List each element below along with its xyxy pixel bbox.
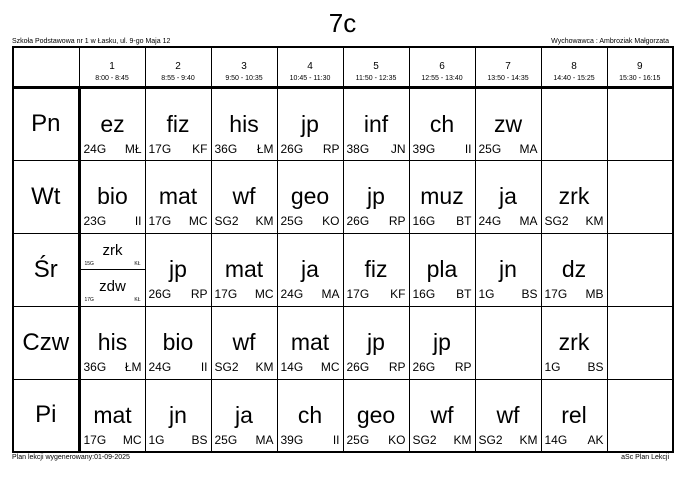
lesson-cell[interactable] [409,379,475,452]
period-header [211,47,277,87]
lesson-subject: wf [232,182,256,209]
lesson-teacher: MB [585,286,604,301]
lesson-cell[interactable] [79,160,145,233]
lesson-teacher: ŁM [256,141,274,156]
lesson-teacher: RP [190,286,208,301]
lesson-room: 26G [346,213,370,228]
period-header [475,47,541,87]
lesson-room: 24G [83,141,107,156]
lesson-room: 39G [412,141,436,156]
lesson-room: 16G [412,213,436,228]
lesson-teacher: RP [454,359,472,374]
lesson-teacher: ŁM [124,359,142,374]
lesson-subject: his [229,110,259,137]
lesson-cell[interactable] [211,160,277,233]
lesson-subject: inf [363,110,389,137]
period-header [541,47,607,87]
day-label: Pi [13,379,79,452]
day-label: Wt [13,160,79,233]
lesson-subject: zrk [558,328,590,355]
period-number: 2 [175,61,181,72]
lesson-subject: zw [493,110,523,137]
lesson-teacher: MA [321,286,340,301]
lesson-teacher: KŁ [134,260,141,267]
lesson-subject: jp [169,255,187,282]
lesson-subject: ch [297,401,323,428]
lesson-room: 17G [346,286,370,301]
lesson-teacher: KO [388,432,406,447]
lesson-teacher: KO [322,213,340,228]
lesson-subject: fiz [166,110,190,137]
lesson-teacher: BS [191,432,208,447]
period-number: 8 [571,61,577,72]
lesson-cell[interactable] [79,379,145,452]
period-header-row [13,47,673,87]
lesson-cell[interactable] [343,87,409,160]
lesson-cell[interactable] [211,87,277,160]
empty-slot [607,306,673,379]
lesson-room: 26G [346,359,370,374]
lesson-subject: pla [426,255,458,282]
empty-slot [607,160,673,233]
lesson-subject: wf [430,401,454,428]
lesson-room: 25G [478,141,502,156]
period-number: 5 [373,61,379,72]
lesson-room: 24G [478,213,502,228]
lesson-room: 24G [148,359,172,374]
lesson-cell[interactable] [475,87,541,160]
lesson-cell[interactable] [211,233,277,306]
lesson-teacher: BT [456,213,472,228]
period-header [607,47,673,87]
period-number: 3 [241,61,247,72]
lesson-subject: zdw [99,277,126,295]
lesson-cell[interactable] [277,87,343,160]
lesson-room: 14G [544,432,568,447]
lesson-subject: wf [496,401,520,428]
lesson-cell[interactable] [541,233,607,306]
school-name: Szkoła Podstawowa nr 1 w Łasku, ul. 9-go Maja 12 [12,38,171,45]
lesson-cell[interactable] [541,379,607,452]
lesson-subject: bio [97,182,128,209]
lesson-cell[interactable] [475,379,541,452]
lesson-subject: geo [356,401,396,428]
period-time: 14:40 - 15:25 [553,75,595,82]
lesson-room: 23G [83,213,107,228]
generated-date: Plan lekcji wygenerowany:01-09-2025 [12,454,130,461]
period-time: 8:00 - 8:45 [95,75,129,82]
lesson-teacher: MA [519,213,538,228]
period-header [409,47,475,87]
period-time: 15:30 - 16:15 [619,75,661,82]
lesson-room: 1G [148,432,165,447]
period-number: 1 [109,61,115,72]
period-time: 9:50 - 10:35 [225,75,263,82]
lesson-teacher: II [464,141,472,156]
lesson-cell[interactable] [79,306,145,379]
period-number: 6 [439,61,445,72]
lesson-room: SG2 [544,213,569,228]
day-row [13,87,673,160]
lesson-teacher: BS [587,359,604,374]
lesson-teacher: II [200,359,208,374]
lesson-teacher: KM [519,432,538,447]
lesson-teacher: MA [519,141,538,156]
lesson-cell[interactable] [277,306,343,379]
lesson-teacher: KF [390,286,406,301]
lesson-room: 17G [544,286,568,301]
lesson-teacher: II [134,213,142,228]
period-time: 13:50 - 14:35 [487,75,529,82]
lesson-teacher: MC [254,286,274,301]
corner-cell [13,47,79,87]
lesson-cell[interactable] [409,87,475,160]
day-row [13,306,673,379]
lesson-room: 14G [280,359,304,374]
lesson-subject: dz [561,255,587,282]
software-name: aSc Plan Lekcji [621,454,669,461]
lesson-teacher: MA [255,432,274,447]
lesson-teacher: BS [521,286,538,301]
lesson-teacher: KM [255,213,274,228]
lesson-room: 24G [280,286,304,301]
lesson-teacher: II [332,432,340,447]
lesson-room: 25G [214,432,238,447]
lesson-teacher: KM [453,432,472,447]
lesson-cell[interactable] [145,233,211,306]
lesson-subject: wf [232,328,256,355]
lesson-cell[interactable] [475,160,541,233]
lesson-room: SG2 [214,359,239,374]
group-lesson[interactable] [81,270,145,306]
empty-slot [607,233,673,306]
lesson-room: SG2 [214,213,239,228]
day-row [13,379,673,452]
day-row [13,160,673,233]
lesson-subject: jp [367,182,385,209]
lesson-cell[interactable] [343,379,409,452]
lesson-cell[interactable] [409,160,475,233]
timetable-grid [12,46,674,453]
lesson-subject: jp [301,110,319,137]
lesson-teacher: BT [456,286,472,301]
lesson-cell[interactable] [343,306,409,379]
lesson-room: 26G [280,141,304,156]
lesson-room: 15G [84,260,94,267]
lesson-subject: jn [499,255,517,282]
lesson-teacher: JN [390,141,406,156]
period-number: 4 [307,61,313,72]
lesson-room: 1G [478,286,495,301]
lesson-cell[interactable] [343,233,409,306]
lesson-room: 36G [83,359,107,374]
lesson-subject: ja [301,255,319,282]
period-time: 12:55 - 13:40 [421,75,463,82]
homeroom-teacher: Wychowawca : Ambroziak Małgorzata [551,38,669,45]
lesson-cell[interactable] [145,379,211,452]
lesson-room: 26G [412,359,436,374]
lesson-teacher: MC [320,359,340,374]
period-header [277,47,343,87]
lesson-cell[interactable] [79,87,145,160]
lesson-subject: his [97,328,128,355]
empty-slot [475,306,541,379]
empty-slot [541,87,607,160]
lesson-subject: muz [420,182,464,209]
day-label: Pn [13,87,79,160]
lesson-cell[interactable] [541,160,607,233]
lesson-room: 17G [148,213,172,228]
lesson-teacher: KM [255,359,274,374]
lesson-teacher: KM [585,213,604,228]
lesson-subject: mat [290,328,330,355]
lesson-subject: ja [499,182,517,209]
lesson-cell[interactable] [145,160,211,233]
group-lesson[interactable] [81,234,145,270]
lesson-subject: bio [162,328,194,355]
lesson-subject: jn [169,401,187,428]
lesson-cell[interactable] [211,306,277,379]
lesson-subject: rel [561,401,587,428]
period-number: 7 [505,61,511,72]
period-time: 8:55 - 9:40 [161,75,195,82]
period-time: 11:50 - 12:35 [355,75,397,82]
lesson-subject: zrk [102,241,123,259]
lesson-subject: mat [158,182,198,209]
lesson-room: 16G [412,286,436,301]
lesson-subject: jp [367,328,385,355]
lesson-room: 17G [84,296,94,303]
lesson-room: 25G [280,213,304,228]
lesson-room: 26G [148,286,172,301]
lesson-teacher: AK [587,432,604,447]
lesson-teacher: KF [192,141,208,156]
lesson-room: 1G [544,359,561,374]
lesson-teacher: MC [122,432,142,447]
lesson-room: 17G [83,432,107,447]
lesson-subject: zrk [558,182,590,209]
lesson-teacher: RP [322,141,340,156]
lesson-cell[interactable] [145,87,211,160]
period-time: 10:45 - 11:30 [289,75,331,82]
lesson-subject: geo [290,182,330,209]
lesson-cell[interactable] [541,306,607,379]
lesson-room: 17G [214,286,238,301]
period-header [79,47,145,87]
lesson-teacher: RP [388,359,406,374]
lesson-teacher: RP [388,213,406,228]
lesson-cell[interactable] [211,379,277,452]
lesson-cell[interactable] [409,233,475,306]
day-label: Śr [13,233,79,306]
lesson-teacher: MC [188,213,208,228]
lesson-cell[interactable] [145,306,211,379]
lesson-teacher: MŁ [124,141,142,156]
lesson-room: 25G [346,432,370,447]
day-row [13,233,673,306]
period-header [145,47,211,87]
class-title: 7c [328,8,357,38]
lesson-room: SG2 [412,432,437,447]
empty-slot [607,379,673,452]
lesson-subject: mat [93,401,132,428]
lesson-subject: fiz [364,255,388,282]
empty-slot [607,87,673,160]
lesson-cell[interactable] [277,233,343,306]
lesson-subject: jp [433,328,451,355]
lesson-room: 38G [346,141,370,156]
lesson-cell[interactable] [277,160,343,233]
lesson-room: 36G [214,141,238,156]
lesson-subject: mat [224,255,264,282]
lesson-subject: ja [235,401,253,428]
lesson-subject: ch [429,110,455,137]
lesson-cell[interactable] [277,379,343,452]
day-label: Czw [13,306,79,379]
lesson-subject: ez [100,110,125,137]
lesson-cell[interactable] [409,306,475,379]
period-number: 9 [636,61,643,72]
lesson-room: SG2 [478,432,503,447]
lesson-room: 39G [280,432,304,447]
lesson-teacher: KŁ [134,296,141,303]
lesson-cell[interactable] [475,233,541,306]
lesson-cell[interactable] [79,233,145,306]
period-header [343,47,409,87]
lesson-room: 17G [148,141,172,156]
lesson-cell[interactable] [343,160,409,233]
